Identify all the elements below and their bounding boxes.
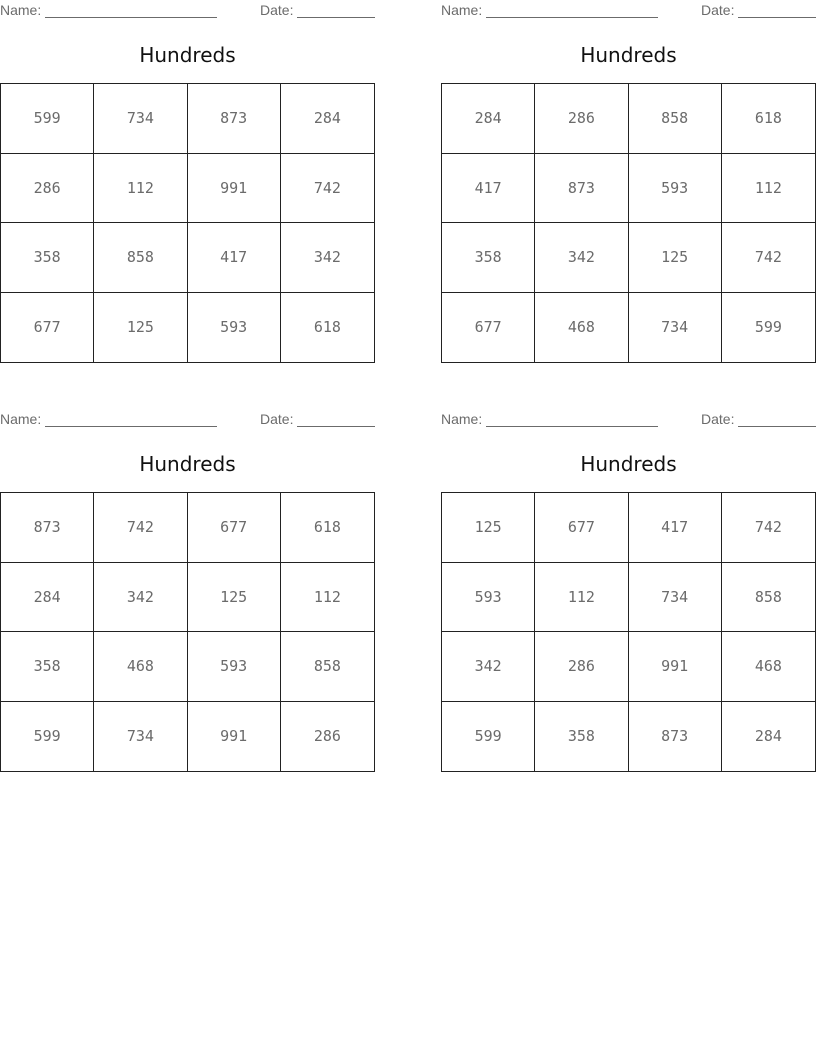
date-blank: [738, 17, 816, 18]
grid-cell: 873: [188, 84, 281, 154]
grid-cell: 677: [535, 493, 628, 563]
grid-cell: 417: [442, 154, 535, 224]
grid-cell: 873: [629, 702, 722, 772]
grid-cell: 342: [535, 223, 628, 293]
card-header: [441, 0, 816, 22]
grid-cell: 286: [535, 84, 628, 154]
date-blank: [297, 426, 375, 427]
date-label: Date:: [701, 411, 735, 427]
grid-cell: 112: [722, 154, 815, 224]
grid-cell: 991: [188, 702, 281, 772]
grid-cell: 342: [442, 632, 535, 702]
grid-cell: 284: [442, 84, 535, 154]
grid-cell: 284: [754, 727, 782, 746]
bingo-card-1: [0, 0, 375, 337]
card-title: Hundreds: [580, 43, 677, 67]
grid-cell: 593: [442, 563, 535, 633]
grid-cell: 734: [629, 293, 722, 363]
grid-cell: 468: [535, 293, 628, 363]
card-header: [0, 0, 375, 22]
grid-cell: 991: [188, 154, 281, 224]
grid-cell: 125: [94, 293, 187, 363]
grid-cell: 417: [188, 223, 281, 293]
grid-cell: 742: [722, 493, 815, 563]
grid-cell: 284: [1, 563, 94, 633]
grid-cell: 618: [281, 493, 374, 563]
name-blank: [45, 426, 217, 427]
grid-cell: 858: [629, 84, 722, 154]
grid-cell: 734: [94, 702, 187, 772]
grid-cell: 742: [94, 493, 187, 563]
grid-cell: 125: [629, 223, 722, 293]
grid-cell: 593: [629, 154, 722, 224]
grid-cell: 125: [188, 563, 281, 633]
card-title: Hundreds: [139, 43, 236, 67]
date-label: Date:: [701, 2, 735, 18]
grid-cell: 742: [281, 154, 374, 224]
grid-cell: 342: [94, 563, 187, 633]
grid-cell: 734: [94, 84, 187, 154]
date-label: Date:: [260, 2, 294, 18]
grid-cell: 858: [94, 223, 187, 293]
grid-cell: 468: [94, 632, 187, 702]
bingo-card-3: [0, 409, 375, 746]
name-label: Name:: [0, 411, 42, 427]
grid-cell: 873: [1, 493, 94, 563]
name-label: Name:: [441, 411, 483, 427]
card-title: Hundreds: [139, 452, 236, 476]
grid-cell: 742: [722, 223, 815, 293]
number-grid: [441, 83, 816, 363]
grid-cell: 342: [281, 223, 374, 293]
name-label: Name:: [441, 2, 483, 18]
grid-cell: 599: [442, 702, 535, 772]
grid-cell: 112: [94, 154, 187, 224]
card-header: [441, 409, 816, 431]
date-blank: [297, 17, 375, 18]
grid-cell: 358: [1, 223, 94, 293]
bingo-card-2: [441, 0, 816, 337]
grid-cell: 286: [313, 727, 341, 746]
grid-cell: 734: [629, 563, 722, 633]
grid-cell: 286: [1, 154, 94, 224]
grid-cell: 599: [1, 702, 94, 772]
date-label: Date:: [260, 411, 294, 427]
grid-cell: 125: [442, 493, 535, 563]
grid-cell: 593: [188, 293, 281, 363]
grid-cell: 677: [188, 493, 281, 563]
grid-cell: 468: [722, 632, 815, 702]
grid-cell: 417: [629, 493, 722, 563]
grid-cell: 358: [1, 632, 94, 702]
bingo-card-4: [441, 409, 816, 746]
card-title: Hundreds: [580, 452, 677, 476]
name-label: Name:: [0, 2, 42, 18]
grid-cell: 112: [281, 563, 374, 633]
grid-cell: 358: [535, 702, 628, 772]
grid-cell: 858: [281, 632, 374, 702]
name-blank: [486, 17, 658, 18]
date-blank: [738, 426, 816, 427]
grid-cell: 677: [1, 293, 94, 363]
grid-cell: 677: [442, 293, 535, 363]
grid-cell: 991: [629, 632, 722, 702]
grid-cell: 599: [1, 84, 94, 154]
grid-cell: 358: [442, 223, 535, 293]
name-blank: [45, 17, 217, 18]
number-grid: [441, 492, 816, 772]
card-header: [0, 409, 375, 431]
grid-cell: 593: [188, 632, 281, 702]
grid-cell: 286: [535, 632, 628, 702]
grid-cell: 858: [722, 563, 815, 633]
number-grid: [0, 492, 375, 772]
name-blank: [486, 426, 658, 427]
grid-cell: 599: [754, 318, 782, 337]
number-grid: [0, 83, 375, 363]
grid-cell: 873: [535, 154, 628, 224]
grid-cell: 618: [313, 318, 341, 337]
grid-cell: 618: [722, 84, 815, 154]
grid-cell: 284: [281, 84, 374, 154]
grid-cell: 112: [535, 563, 628, 633]
